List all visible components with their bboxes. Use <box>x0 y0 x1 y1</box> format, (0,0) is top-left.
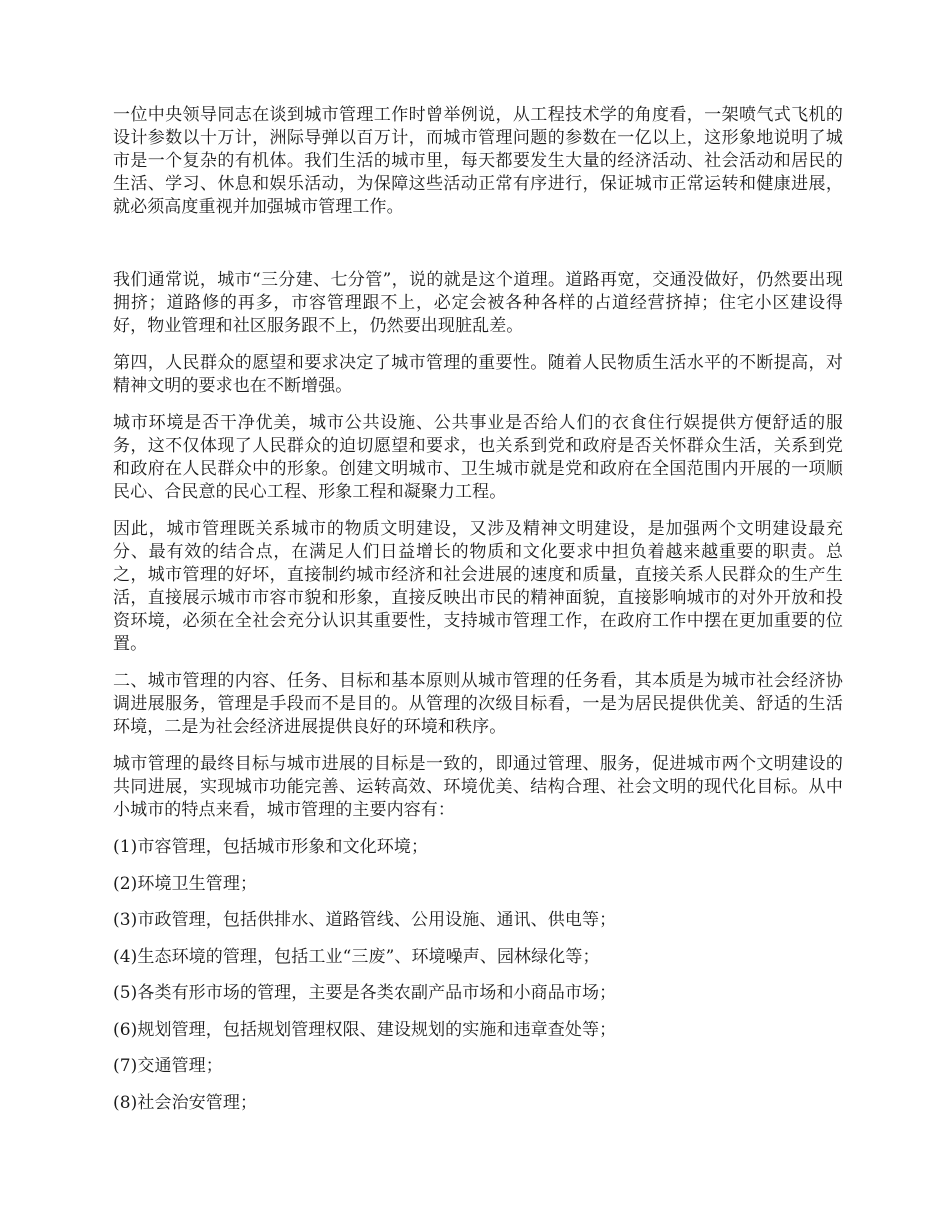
list-item: (2)环境卫生管理； <box>113 873 258 894</box>
list-item: (6)规划管理，包括规划管理权限、建设规划的实施和违章查处等； <box>113 1019 617 1040</box>
list-item: (1)市容管理，包括城市形象和文化环境； <box>113 837 429 857</box>
management-content-list <box>113 836 843 1115</box>
list-item: (8)社会治安管理； <box>113 1092 258 1113</box>
list-item: (4)生态环境的管理，包括工业“三废”、环境噪声、园林绿化等； <box>113 946 600 967</box>
paragraph-fourth-point: 第四，人民群众的愿望和要求决定了城市管理的重要性。随着人民物质生活水平的不断提高，对精神文明的要求也在不断增强。 <box>113 353 843 396</box>
paragraph-city-environment: 城市环境是否干净优美，城市公共设施、公共事业是否给人们的衣食住行娱提供方便舒适的服务，这不仅体现了人民群众的迫切愿望和要求，也关系到党和政府是否关怀群众生活，关系到党和政府在人民群众中的形象。创建文明城市、卫生城市就是党和政府在全国范围内开展的一项顺民心、合民意的民心工程、形象工程和凝聚力工程。 <box>113 413 843 502</box>
paragraph-section-two: 二、城市管理的内容、任务、目标和基本原则从城市管理的任务看，其本质是为城市社会经济协调进展服务，管理是手段而不是目的。从管理的次级目标看，一是为居民提供优美、舒适的生活环境，二是为社会经济进展提供良好的环境和秩序。 <box>113 671 843 737</box>
list-item: (7)交通管理； <box>113 1056 223 1076</box>
paragraph-final-goal: 城市管理的最终目标与城市进展的目标是一致的，即通过管理、服务，促进城市两个文明建设的共同进展，实现城市功能完善、运转高效、环境优美、结构合理、社会文明的现代化目标。从中小城市的特点来看，城市管理的主要内容有： <box>113 754 843 820</box>
list-item: (3)市政管理，包括供排水、道路管线、公用设施、通讯、供电等； <box>113 910 617 930</box>
paragraph-intro: 一位中央领导同志在谈到城市管理工作时曾举例说，从工程技术学的角度看，一架喷气式飞机的设计参数以十万计，洲际导弹以百万计，而城市管理问题的参数在一亿以上，这形象地说明了城市是一个复杂的有机体。我们生活的城市里，每天都要发生大量的经济活动、社会活动和居民的生活、学习、休息和娱乐活动，为保障这些活动正常有序进行，保证城市正常运转和健康进展，就必须高度重视并加强城市管理工作。 <box>113 105 843 217</box>
document-page <box>113 104 843 1128</box>
list-item: (5)各类有形市场的管理，主要是各类农副产品市场和小商品市场； <box>113 983 617 1003</box>
paragraph-three-build-seven-manage: 我们通常说，城市“三分建、七分管”，说的就是这个道理。道路再宽，交通没做好，仍然要出现拥挤；道路修的再多，市容管理跟不上，必定会被各种各样的占道经营挤掉；住宅小区建设得好，物业管理和社区服务跟不上，仍然要出现脏乱差。 <box>113 270 843 336</box>
paragraph-therefore: 因此，城市管理既关系城市的物质文明建设，又涉及精神文明建设，是加强两个文明建设最充分、最有效的结合点，在满足人们日益增长的物质和文化要求中担负着越来越重要的职责。总之，城市管理的好坏，直接制约城市经济和社会进展的速度和质量，直接关系人民群众的生产生活，直接展示城市市容市貌和形象，直接反映出市民的精神面貌，直接影响城市的对外开放和投资环境，必须在全社会充分认识其重要性，支持城市管理工作，在政府工作中摆在更加重要的位置。 <box>113 519 843 654</box>
